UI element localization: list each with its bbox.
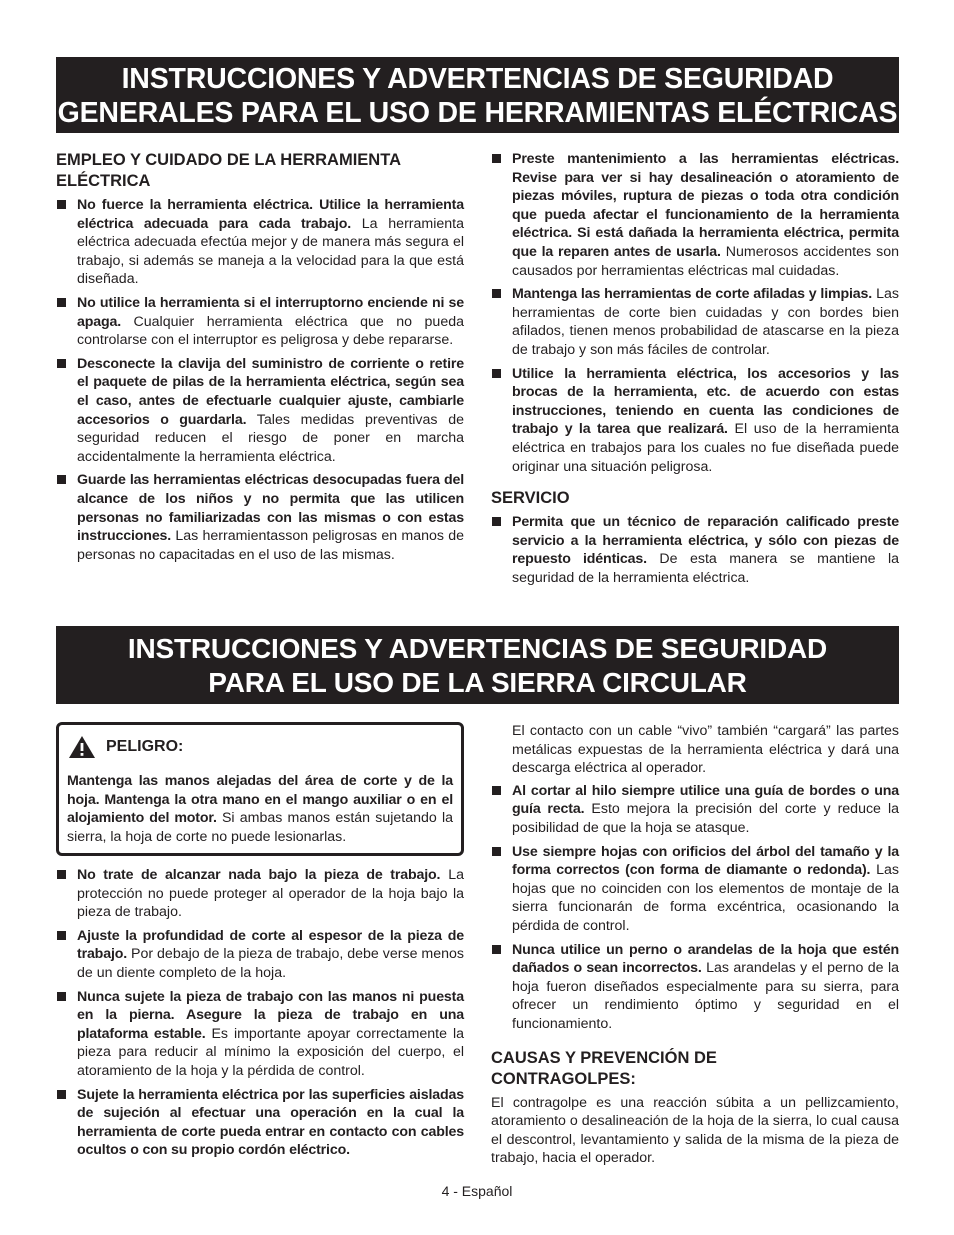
- list-item: [56, 355, 464, 467]
- list-item: [491, 782, 899, 838]
- danger-plain-text: Si ambas manos están sujetando la sierra, la hoja de corte no puede lesionarlas.: [67, 810, 453, 845]
- square-bullet-icon: [492, 517, 501, 526]
- item-text: Esto mejora la precisión del corte y reduce la posibilidad de que la hoja se atasque.: [512, 801, 899, 836]
- item-text: La protección no puede proteger al operador de la hoja bajo la pieza de trabajo.: [77, 867, 464, 921]
- contragolpes-text: El contragolpe es una reacción súbita a un pellizcamiento, atoramiento o desalineación de la hoja de la sierra, lo cual causa el descontrol, levantamiento y salida de la misma de la pieza de trabajo, hacia el operador.: [491, 1094, 899, 1167]
- item-text: Las herramientas de corte bien cuidadas y con bordes bien afilados, tienen menos probabilidad de atascarse en la pieza de trabajo y son más fáciles de controlar.: [512, 286, 899, 358]
- item-bold: No utilice la herramienta si el interruptorno enciende ni se apaga.: [77, 294, 464, 330]
- item-bold: Nunca utilice un perno o arandelas de la hoja que estén dañados o sean incorrectos.: [512, 941, 899, 977]
- square-bullet-icon: [492, 786, 501, 795]
- list-item: [56, 866, 464, 922]
- item-bold: Mantenga las herramientas de corte afiladas y limpias.: [512, 286, 873, 303]
- list-item: [491, 285, 899, 359]
- item-bold: Al cortar al hilo siempre utilice una guía de bordes o una guía recta.: [512, 782, 899, 818]
- item-bold: Use siempre hojas con orificios del árbol del tamaño y la forma correctos (con forma de diamante o redonda).: [512, 843, 899, 879]
- danger-text: [67, 772, 453, 846]
- square-bullet-icon: [57, 992, 66, 1001]
- item-text: Las herramientasson peligrosas en manos de personas no capacitadas en el uso de las mismas.: [77, 528, 464, 563]
- continuation-text: El contacto con un cable “vivo” también “cargará” las partes metálicas expuestas de la herramienta eléctrica y dará una descarga eléctrica al operador.: [512, 723, 899, 777]
- square-bullet-icon: [57, 1090, 66, 1099]
- section-banner-general: [56, 57, 899, 133]
- sierra-left-list: [56, 866, 464, 1160]
- item-bold: Guarde las herramientas eléctricas desocupadas fuera del alcance de los niños y no permita que las utilicen personas no familiarizadas con las mismas o con estas instrucciones.: [77, 472, 464, 545]
- list-item: [56, 927, 464, 983]
- list-item: [56, 1086, 464, 1160]
- item-text: Es importante apoyar correctamente la pieza para reducir al mínimo la exposición del cuerpo, el atoramiento de la hoja y la pérdida de control.: [77, 1025, 464, 1079]
- heading-servicio: SERVICIO: [491, 489, 570, 508]
- item-bold: Permita que un técnico de reparación calificado preste servicio a la herramienta eléctrica, y sólo con piezas de repuesto idénticas.: [512, 514, 899, 568]
- danger-bold-text: Mantenga las manos alejadas del área de corte y de la hoja. Mantenga la otra mano en el mango auxiliar o en el alojamiento del motor.: [67, 773, 453, 827]
- heading-empleo: [56, 150, 464, 192]
- square-bullet-icon: [57, 359, 66, 368]
- column-mantenimiento: [491, 150, 899, 587]
- item-bold: No trate de alcanzar nada bajo la pieza de trabajo.: [77, 867, 441, 883]
- list-item: [491, 843, 899, 936]
- heading-line: EMPLEO Y CUIDADO DE LA HERRAMIENTA: [56, 151, 401, 169]
- list-item: [491, 150, 899, 280]
- item-bold: Sujete la herramienta eléctrica por las superficies aisladas de sujeción al efectuar una operación en la cual la herramienta de corte pueda entrar en contacto con cables ocultos o con su propio cordón eléctrico.: [77, 1086, 464, 1159]
- item-text: Cualquier herramienta eléctrica que no pueda controlarse con el interruptor es peligrosa y debe repararse.: [77, 313, 464, 349]
- item-bold: Nunca sujete la pieza de trabajo con las manos ni puesta en la pierna. Asegure la pieza de trabajo en una plataforma estable.: [77, 988, 464, 1042]
- list-item: [491, 941, 899, 1034]
- item-text: La herramienta eléctrica adecuada efectúa mejor y de manera más segura el trabajo, si además se maneja a la velocidad para la que está diseñada.: [77, 215, 464, 288]
- list-item: [56, 988, 464, 1081]
- list-item: [491, 513, 899, 587]
- item-bold: Preste mantenimiento a las herramientas eléctricas. Revise para ver si hay desalineación o atoramiento de piezas móviles, ruptura de piezas o toda otra condición que pueda afectar el funcionamiento de la herramienta eléctrica. Si está dañada la herramienta eléctrica, permita que la reparen antes de usarla.: [512, 151, 899, 260]
- list-item: [56, 196, 464, 289]
- square-bullet-icon: [492, 945, 501, 954]
- item-text: Numerosos accidentes son causados por herramientas eléctricas mal cuidadas.: [512, 243, 899, 279]
- item-text: Tales medidas preventivas de seguridad reducen el riesgo de poner en marcha accidentalmente la herramienta eléctrica.: [77, 411, 464, 465]
- square-bullet-icon: [57, 475, 66, 484]
- square-bullet-icon: [57, 931, 66, 940]
- danger-title: PELIGRO:: [106, 737, 184, 755]
- square-bullet-icon: [57, 298, 66, 307]
- banner-line-2: GENERALES PARA EL USO DE HERRAMIENTAS ELÉCTRICAS: [57, 97, 898, 129]
- item-text: Las hojas que no coinciden con los elementos de montaje de la sierra funcionarán de forma excéntrica, ocasionando la pérdida de control.: [512, 862, 899, 934]
- square-bullet-icon: [57, 200, 66, 209]
- item-text: Por debajo de la pieza de trabajo, debe verse menos de un diente completo de la hoja.: [77, 946, 464, 981]
- list-item: [56, 471, 464, 564]
- empleo-list: [56, 196, 464, 564]
- banner-line-1: INSTRUCCIONES Y ADVERTENCIAS DE SEGURIDAD: [127, 633, 828, 664]
- item-bold: Utilice la herramienta eléctrica, los accesorios y las brocas de la herramienta, etc. de acuerdo con estas instrucciones, teniendo en cuenta las condiciones de trabajo y la tarea que realizará.: [512, 365, 899, 438]
- sierra-right-list: [491, 782, 899, 1034]
- column-empleo: [56, 150, 464, 564]
- section-banner-sierra: [56, 626, 899, 704]
- square-bullet-icon: [57, 870, 66, 879]
- square-bullet-icon: [492, 847, 501, 856]
- banner-line-2: PARA EL USO DE LA SIERRA CIRCULAR: [208, 667, 747, 698]
- heading-line: CAUSAS Y PREVENCIÓN DE: [491, 1048, 717, 1067]
- danger-box: [56, 722, 464, 856]
- list-item: [56, 294, 464, 350]
- servicio-list: [491, 513, 899, 587]
- heading-contragolpes: [491, 1048, 899, 1090]
- item-text: El uso de la herramienta eléctrica en trabajos para los cuales no fue diseñada puede originar una situación peligrosa.: [512, 421, 899, 475]
- column-sierra-right: [491, 722, 899, 1168]
- warning-triangle-icon: [68, 735, 96, 759]
- heading-line: ELÉCTRICA: [56, 172, 151, 190]
- item-text: De esta manera se mantiene la seguridad de la herramienta eléctrica.: [512, 551, 899, 586]
- square-bullet-icon: [492, 289, 501, 298]
- list-item: [491, 365, 899, 477]
- item-text: Las arandelas y el perno de la hoja fueron diseñados especialmente para su sierra, para ofrecer un rendimiento óptimo y seguridad en el funcionamiento.: [512, 960, 899, 1032]
- mantenimiento-list: [491, 150, 899, 476]
- square-bullet-icon: [492, 154, 501, 163]
- item-bold: Ajuste la profundidad de corte al espesor de la pieza de trabajo.: [77, 927, 464, 963]
- heading-line: CONTRAGOLPES:: [491, 1069, 636, 1088]
- banner-line-1: INSTRUCCIONES Y ADVERTENCIAS DE SEGURIDAD: [121, 63, 834, 95]
- item-bold: No fuerce la herramienta eléctrica. Utilice la herramienta eléctrica adecuada para cada trabajo.: [77, 197, 464, 232]
- page-footer: 4 - Español: [441, 1183, 513, 1199]
- item-bold: Desconecte la clavija del suministro de corriente o retire el paquete de pilas de la herramienta eléctrica, según sea el caso, antes de efectuarle cualquier ajuste, cambiarle accesorios o guardarla.: [77, 355, 464, 428]
- danger-header: [67, 735, 453, 759]
- square-bullet-icon: [492, 369, 501, 378]
- column-sierra-left: [56, 722, 464, 1160]
